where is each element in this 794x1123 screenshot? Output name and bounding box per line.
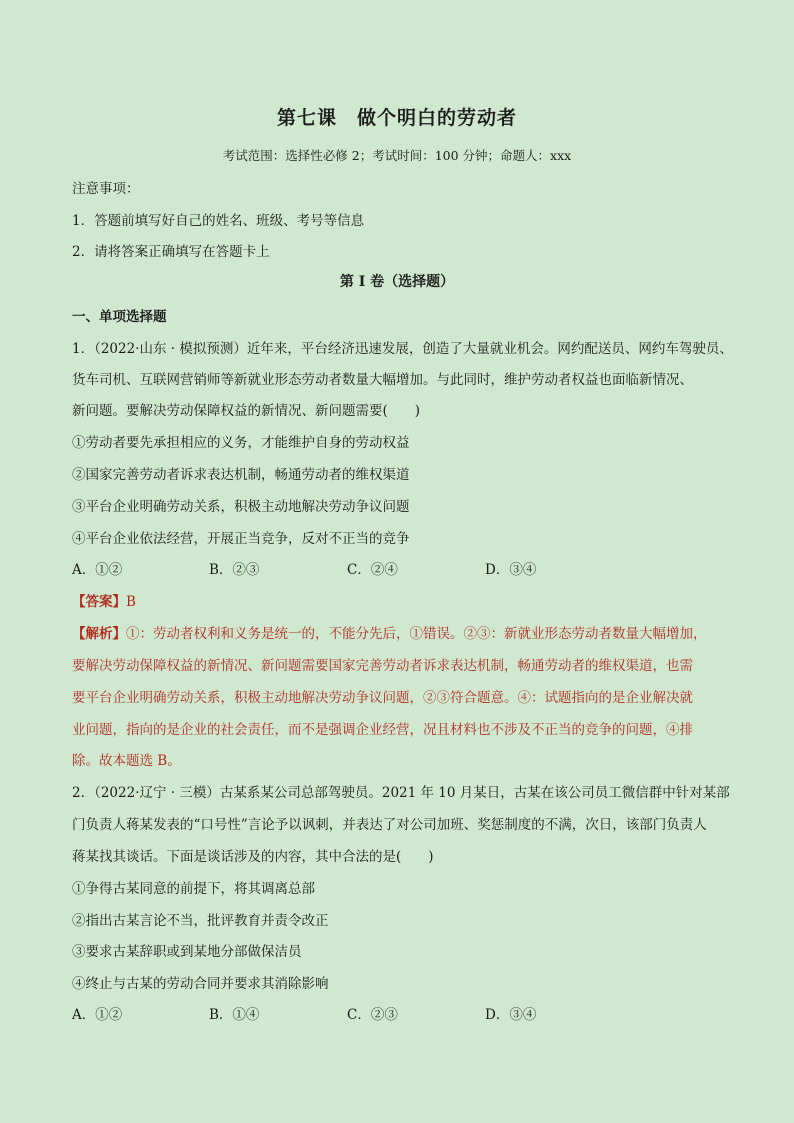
q2-option-d[interactable]: D．③④	[485, 1007, 537, 1023]
q1-stem-line: 货车司机、互联网营销师等新就业形态劳动者数量大幅增加。与此同时，维护劳动者权益也面临新情况、	[72, 372, 693, 388]
exam-info: 考试范围：选择性必修 2；考试时间：100 分钟；命题人：xxx	[222, 148, 572, 163]
q2-option-b[interactable]: B．①④	[209, 1007, 260, 1023]
q1-analysis-line: 业问题，指向的是企业的社会责任，而不是强调企业经营，况且材料也不涉及不正当的竞争的问题，④排	[72, 722, 693, 738]
answer-label: 【答案】	[72, 594, 126, 610]
q1-statement: ①劳动者要先承担相应的义务，才能维护自身的劳动权益	[72, 435, 410, 451]
answer-value: B	[126, 594, 136, 610]
q1-answer	[72, 590, 136, 610]
q2-stem-line: 蒋某找其谈话。下面是谈话涉及的内容，其中合法的是( )	[72, 849, 434, 865]
note-item: 2．请将答案正确填写在答题卡上	[72, 244, 270, 260]
q2-stem-line: 2．（2022·辽宁 · 三模）古某系某公司总部驾驶员。2021 年 10 月某日，古某在该公司员工微信群中针对某部	[72, 785, 730, 801]
analysis-text: ①：劳动者权利和义务是统一的，不能分先后，①错误。②③：新就业形态劳动者数量大幅增加，	[126, 626, 707, 642]
page-title: 第七课 做个明白的劳动者	[276, 107, 517, 129]
part-title: 第 I 卷（选择题）	[339, 274, 455, 290]
q1-analysis-line: 要平台企业明确劳动关系，积极主动地解决劳动争议问题，②③符合题意。④：试题指向的是企业解决就	[72, 690, 693, 706]
section-heading: 一、单项选择题	[72, 309, 167, 325]
q1-stem-line: 新问题。要解决劳动保障权益的新情况、新问题需要( )	[72, 403, 421, 419]
q2-statement: ④终止与古某的劳动合同并要求其消除影响	[72, 976, 329, 992]
q2-option-c[interactable]: C．②③	[347, 1007, 398, 1023]
q2-statement: ①争得古某同意的前提下，将其调离总部	[72, 881, 315, 897]
q2-option-a[interactable]: A．①②	[72, 1007, 123, 1023]
q1-option-d[interactable]: D．③④	[485, 562, 537, 578]
q1-statement: ②国家完善劳动者诉求表达机制，畅通劳动者的维权渠道	[72, 467, 410, 483]
analysis-label: 【解析】	[72, 626, 126, 642]
q1-analysis-line	[72, 622, 707, 642]
q1-analysis-line: 除。故本题选 B。	[72, 753, 181, 769]
q1-option-a[interactable]: A．①②	[72, 562, 123, 578]
q1-statement: ④平台企业依法经营，开展正当竞争，反对不正当的竞争	[72, 531, 410, 547]
q2-stem-line: 门负责人蒋某发表的“口号性”言论予以讽刺，并表达了对公司加班、奖惩制度的不满，次日，该部门负责人	[72, 817, 707, 833]
q1-statement: ③平台企业明确劳动关系，积极主动地解决劳动争议问题	[72, 499, 410, 515]
q2-statement: ②指出古某言论不当，批评教育并责令改正	[72, 913, 329, 929]
note-item: 1．答题前填写好自己的姓名、班级、考号等信息	[72, 213, 365, 229]
q1-option-b[interactable]: B．②③	[209, 562, 260, 578]
q1-option-c[interactable]: C．②④	[347, 562, 398, 578]
q1-analysis-line: 要解决劳动保障权益的新情况、新问题需要国家完善劳动者诉求表达机制，畅通劳动者的维权渠道，也需	[72, 658, 693, 674]
q2-statement: ③要求古某辞职或到某地分部做保洁员	[72, 944, 302, 960]
notes-heading: 注意事项：	[72, 181, 140, 197]
q1-stem-line: 1．（2022·山东 · 模拟预测）近年来，平台经济迅速发展，创造了大量就业机会。网约配送员、网约车驾驶员、	[72, 341, 733, 357]
